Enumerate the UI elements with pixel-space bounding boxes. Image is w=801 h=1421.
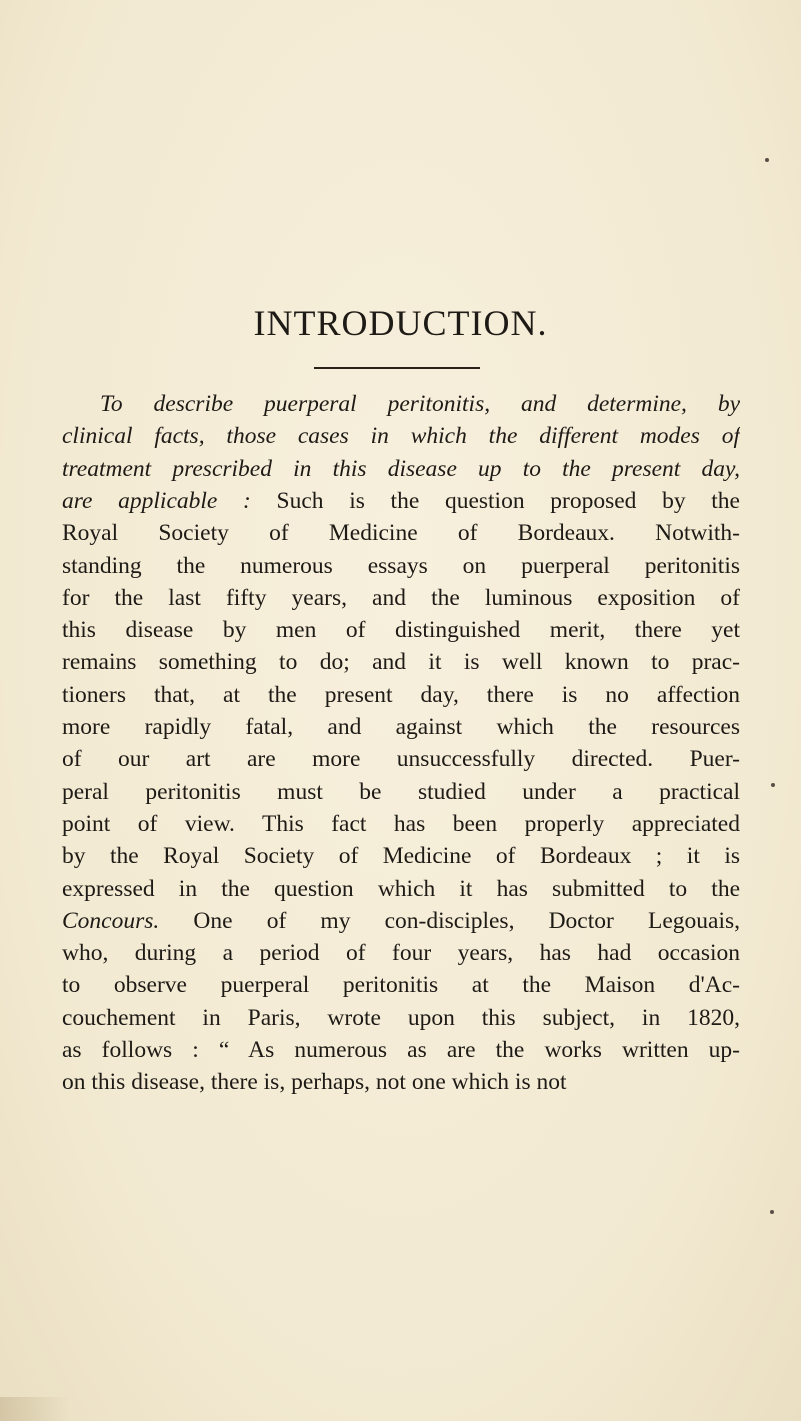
italic-text: Concours. bbox=[62, 907, 160, 934]
speck bbox=[765, 158, 769, 162]
italic-text: clinical facts, those cases in which the different modes of bbox=[62, 423, 740, 450]
italic-text: treatment prescribed in this disease up to the present day, bbox=[62, 455, 740, 482]
text-line bbox=[62, 969, 740, 1001]
line-text: remains something to do; and it is well known to prac- bbox=[62, 649, 740, 676]
text-line bbox=[62, 937, 740, 969]
line-text: for the last fifty years, and the luminous exposition of bbox=[62, 584, 740, 611]
text-line bbox=[62, 388, 740, 420]
chapter-heading: INTRODUCTION. bbox=[253, 303, 548, 343]
line-text: tioners that, at the present day, there is no affection bbox=[62, 681, 740, 708]
line-text: peral peritonitis must be studied under a practical bbox=[62, 778, 740, 805]
text-line bbox=[62, 840, 740, 872]
text-line bbox=[62, 776, 740, 808]
text-line bbox=[62, 453, 740, 485]
text-line bbox=[62, 485, 740, 517]
line-text: who, during a period of four years, has had occasion bbox=[62, 940, 740, 967]
text-line bbox=[62, 679, 740, 711]
text-line bbox=[62, 614, 740, 646]
line-text: on this disease, there is, perhaps, not one which is not bbox=[62, 1069, 567, 1096]
italic-text: To describe puerperal peritonitis, and determine, by bbox=[100, 391, 740, 417]
text-line bbox=[62, 517, 740, 549]
page-stain bbox=[0, 1397, 70, 1421]
text-line bbox=[62, 550, 740, 582]
heading-rule bbox=[314, 367, 480, 369]
text-line bbox=[62, 1034, 740, 1066]
line-text: by the Royal Society of Medicine of Bordeaux ; it is bbox=[62, 843, 740, 870]
line-text: standing the numerous essays on puerperal peritonitis bbox=[62, 552, 740, 579]
text-line bbox=[62, 743, 740, 775]
line-text: as follows : “ As numerous as are the works written up- bbox=[62, 1037, 740, 1063]
line-text: of our art are more unsuccessfully directed. Puer- bbox=[62, 746, 740, 773]
line-text: expressed in the question which it has submitted to the bbox=[62, 875, 740, 902]
line-text: this disease by men of distinguished merit, there yet bbox=[62, 617, 740, 644]
text-line bbox=[62, 420, 740, 452]
line-text: to observe puerperal peritonitis at the Maison d'Ac- bbox=[62, 972, 740, 999]
text-line bbox=[62, 646, 740, 678]
speck bbox=[770, 1210, 774, 1214]
line-text: more rapidly fatal, and against which the resources bbox=[62, 714, 740, 740]
italic-text: are applicable : bbox=[62, 487, 251, 514]
line-text: couchement in Paris, wrote upon this subject, in 1820, bbox=[62, 1004, 740, 1031]
text-line bbox=[62, 1002, 740, 1034]
text-line bbox=[62, 905, 740, 937]
text-line bbox=[62, 582, 740, 614]
text-line bbox=[62, 1066, 740, 1098]
line-text: Royal Society of Medicine of Bordeaux. Notwith- bbox=[62, 520, 740, 547]
speck bbox=[771, 783, 775, 787]
line-text: point of view. This fact has been properly appreciated bbox=[62, 810, 740, 837]
line-text: One of my con-disciples, Doctor Legouais, bbox=[159, 907, 740, 934]
text-line bbox=[62, 808, 740, 840]
line-text: Such is the question proposed by the bbox=[250, 487, 740, 514]
text-line bbox=[62, 711, 740, 743]
text-line bbox=[62, 873, 740, 905]
